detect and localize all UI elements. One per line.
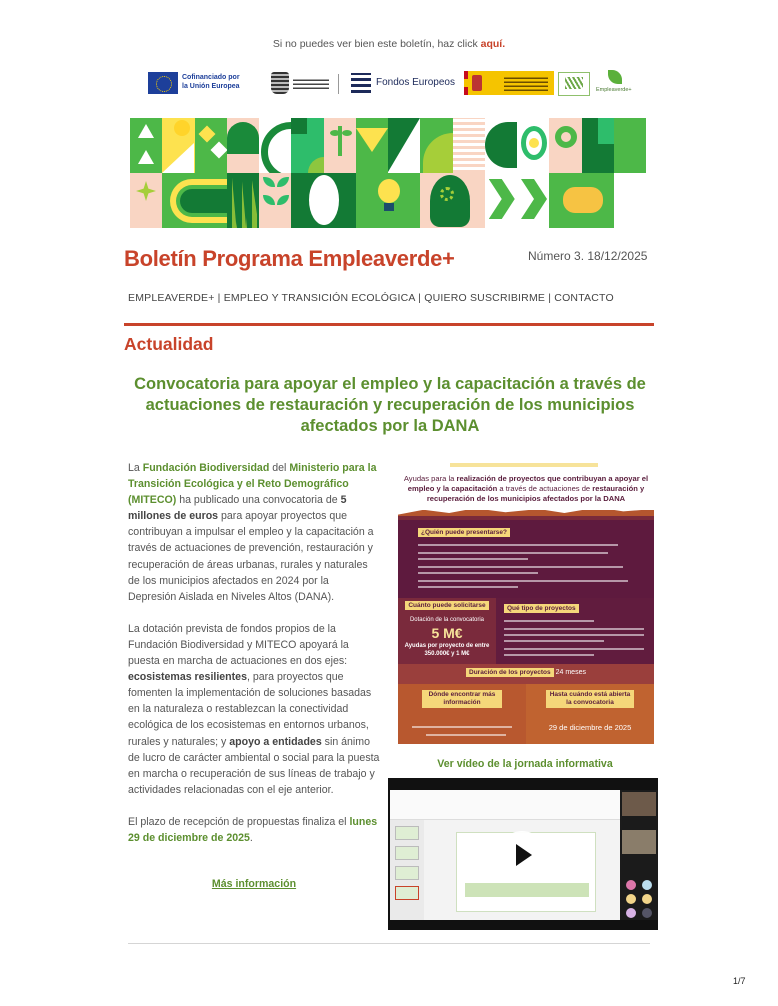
slide-thumb <box>395 846 419 860</box>
amount-title: Cuánto puede solicitarse <box>405 601 488 610</box>
nav-empleaverde[interactable]: EMPLEAVERDE+ <box>128 292 215 304</box>
banner-tile <box>453 118 485 173</box>
text: realización de proyectos que contribuyan a apoyar el empleo y la capacitación <box>407 474 649 493</box>
text: del <box>269 462 290 474</box>
until-value: 29 de diciembre de 2025 <box>548 723 632 732</box>
lightbulb-icon <box>378 179 400 203</box>
who-panel <box>398 520 654 598</box>
amount-highlight: 5 millones de euros <box>128 494 347 523</box>
logo-divider <box>338 74 339 94</box>
nav-separator: | <box>214 292 224 304</box>
banner-tile <box>485 173 517 228</box>
infographic-heading <box>398 474 654 504</box>
handshake-icon <box>563 187 603 213</box>
nav-empleo-transicion[interactable]: EMPLEO Y TRANSICIÓN ECOLÓGICA <box>223 292 416 304</box>
gobierno-text-lines <box>504 75 548 91</box>
head-gear-tile <box>420 173 485 228</box>
preheader-text: Si no puedes ver bien este boletín, haz click <box>272 38 481 50</box>
banner-tile <box>291 173 356 228</box>
text-line <box>504 620 594 622</box>
text: ha publicado una convocatoria de <box>176 494 341 507</box>
banner-tile <box>130 173 162 228</box>
banner-tile <box>582 118 614 173</box>
banner-tile <box>517 173 549 228</box>
banner-tile <box>517 118 549 173</box>
text: sin ánimo de lucro de carácter ambiental o social para la puesta en marcha o recuperación de sus líneas de trabajo y actividades relacionadas con el eje anterior. <box>128 735 380 796</box>
text: . <box>249 831 253 844</box>
duration-panel <box>398 664 654 684</box>
article-headline: Convocatoria para apoyar el empleo y la capacitación a través de actuaciones de restauración y recuperación de los municipios afectados por la DANA <box>134 375 646 435</box>
banner-tile <box>227 118 259 173</box>
text-line <box>418 544 618 546</box>
axis-2-highlight: apoyo a entidades <box>229 735 322 748</box>
participant-avatar <box>642 894 652 904</box>
participant-camera <box>622 792 656 816</box>
footer-divider <box>128 943 650 944</box>
nav-separator: | <box>545 292 555 304</box>
leaf-icon <box>608 70 622 84</box>
axis-1-highlight: ecosistemas resilientes <box>128 671 247 684</box>
app-ribbon <box>390 790 620 820</box>
banner-tile <box>324 118 356 173</box>
page-number: 1/7 <box>733 976 746 986</box>
text-line <box>504 640 604 642</box>
text-line <box>418 580 628 582</box>
head-gear-icon <box>430 175 470 227</box>
banner-tile <box>420 118 452 173</box>
article-paragraph-3 <box>128 814 380 846</box>
participant-avatar <box>626 880 636 890</box>
ministry-text-lines <box>293 77 329 89</box>
top-nav <box>128 292 614 304</box>
text-line <box>504 654 594 656</box>
duration-label: Duración de los proyectos <box>466 668 554 677</box>
participant-avatar <box>626 894 636 904</box>
slide-thumb <box>395 866 419 880</box>
header-banner <box>130 118 646 228</box>
eu-line-1: Cofinanciado por <box>182 74 240 81</box>
web-line <box>426 734 506 736</box>
fundacion-biodiversidad-link[interactable]: Fundación Biodiversidad <box>142 462 270 474</box>
video-label[interactable]: Ver vídeo de la jornada informativa <box>437 758 613 770</box>
article-paragraph-1 <box>128 460 380 605</box>
banner-tile <box>388 118 420 173</box>
fundacion-biodiversidad-logo <box>558 72 590 96</box>
text-line <box>504 648 644 650</box>
empleaverde-label: Empleaverde+ <box>596 87 632 93</box>
handshake-tile <box>549 173 614 228</box>
coat-of-arms-icon <box>271 72 289 94</box>
infographic-image[interactable] <box>398 460 654 744</box>
until-title: Hasta cuándo está abierta la convocatoria <box>546 690 634 708</box>
more-info-link[interactable]: Más información <box>211 878 297 890</box>
article-paragraph-2 <box>128 621 380 798</box>
participants-panel <box>620 790 658 920</box>
article-body <box>128 460 380 862</box>
text-line <box>418 552 608 554</box>
email-line <box>412 726 512 728</box>
fondos-europeos-label: Fondos Europeos <box>376 77 455 88</box>
preheader <box>0 38 778 50</box>
banner-tile <box>356 118 388 173</box>
text-line <box>418 566 623 568</box>
text: para apoyar proyectos que contribuyan a impulsar el empleo y la capacitación a través de actuaciones de prevención, restauración y recuperación de áreas urbanas, rurales y naturales de los municipios afectados en 2024 por la Depresión Aislada en Niveles Altos (DANA). <box>128 510 374 603</box>
banner-tile <box>130 118 162 173</box>
amount-panel <box>398 598 496 664</box>
banner-tile <box>485 118 517 173</box>
text: restauración y recuperación de los municipios afectados por la DANA <box>426 484 645 503</box>
newsletter-title: Boletín Programa Empleaverde+ <box>124 246 455 271</box>
slide-thumb <box>395 826 419 840</box>
text: a través de actuaciones de <box>497 484 593 493</box>
text: Ayudas para la <box>403 474 457 483</box>
text-line <box>504 634 644 636</box>
amount-range-label: Ayudas por proyecto de entre <box>404 643 490 649</box>
where-title: Dónde encontrar más información <box>422 690 502 708</box>
deadline-panel <box>526 684 654 744</box>
amount-sub: Dotación de la convocatoria <box>409 617 485 623</box>
slide-box <box>465 883 589 897</box>
banner-tile <box>259 173 291 228</box>
ministry-labour-logo <box>271 70 335 96</box>
type-title: Qué tipo de proyectos <box>504 604 579 613</box>
miteco-link[interactable]: Ministerio para la Transición Ecológica y el Reto Demográfico (MITECO) <box>128 462 377 507</box>
header-divider <box>124 323 654 326</box>
text-line <box>504 628 644 630</box>
participant-camera <box>622 830 656 854</box>
issue-number-date: Número 3. 18/12/2025 <box>528 249 648 263</box>
sponsor-logos <box>148 70 638 98</box>
who-title: ¿Quién puede presentarse? <box>418 528 510 537</box>
nav-separator: | <box>415 292 425 304</box>
banner-tile <box>195 118 227 173</box>
banner-tile <box>549 118 581 173</box>
view-online-link[interactable]: aquí. <box>480 38 506 50</box>
section-title: Actualidad <box>124 334 214 354</box>
eu-cofinanced-label <box>182 73 252 99</box>
text: La <box>128 462 143 474</box>
participant-avatar <box>642 880 652 890</box>
deadline-highlight: lunes 29 de diciembre de 2025 <box>128 815 378 844</box>
text: El plazo de recepción de propuestas finaliza el <box>128 815 350 828</box>
lightbulb-tile <box>356 173 421 228</box>
text-line <box>418 558 528 560</box>
banner-tile <box>227 173 259 228</box>
slide-thumbnails <box>390 820 424 920</box>
banner-tile <box>162 173 227 228</box>
project-type-panel <box>496 598 654 664</box>
amount-range: 350.000€ y 1 M€ <box>424 651 470 657</box>
duration-value: 24 meses <box>555 669 586 676</box>
play-icon[interactable] <box>498 831 546 879</box>
participant-avatar <box>642 908 652 918</box>
eu-line-2: la Unión Europea <box>182 83 240 90</box>
infographic-top-bar <box>450 463 598 467</box>
nav-contacto[interactable]: CONTACTO <box>554 292 614 304</box>
empleaverde-logo <box>596 70 636 96</box>
nav-suscribirme[interactable]: QUIERO SUSCRIBIRME <box>424 292 546 304</box>
banner-tile <box>162 118 194 173</box>
participant-avatar <box>626 908 636 918</box>
video-thumbnail[interactable] <box>388 778 658 930</box>
text: , para proyectos que fomenten la implementación de soluciones basadas en la naturaleza o restablezcan la conectividad ecológica de los ecosistemas en entornos urbanos, rurales y naturales; y <box>128 671 372 748</box>
text: La dotación prevista de fondos propios de la Fundación Biodiversidad y MITECO apoyará la puesta en marcha de actuaciones en dos ejes: <box>128 622 349 668</box>
landscape-silhouette <box>398 505 654 521</box>
text-line <box>418 586 518 588</box>
gobierno-espana-logo <box>464 71 554 95</box>
banner-tile <box>259 118 291 173</box>
text-line <box>418 572 538 574</box>
where-panel <box>398 684 526 744</box>
amount-value: 5 M€ <box>431 625 463 641</box>
banner-tile <box>614 118 646 173</box>
eu-flag-icon <box>148 72 178 94</box>
fondos-europeos-icon <box>351 73 371 93</box>
slide-thumb <box>395 886 419 900</box>
banner-tile <box>291 118 323 173</box>
